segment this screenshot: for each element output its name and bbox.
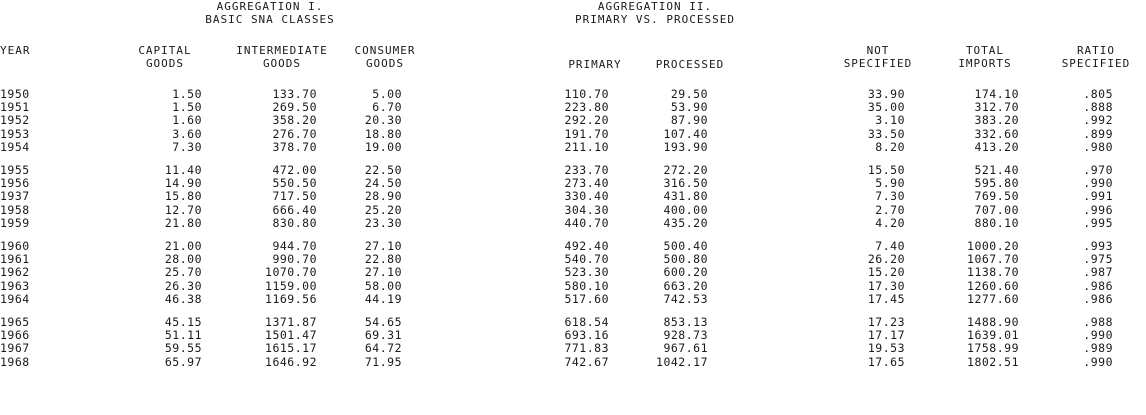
primary-cell: 440.70 [564, 215, 609, 230]
total-cell: 1488.90 [967, 315, 1019, 329]
not-specified-cell: 33.90 [867, 87, 905, 101]
intermediate-cell: 666.40 [272, 202, 317, 217]
year-cell: 1964 [0, 291, 30, 306]
primary-cell: 191.70 [564, 126, 609, 141]
primary-cell: 618.54 [564, 315, 609, 329]
column-header-capital: CAPITAL [138, 44, 192, 57]
capital-cell: 65.97 [164, 354, 202, 369]
column-header-intermediate-line2: GOODS [262, 57, 302, 70]
intermediate-cell: 358.20 [272, 113, 317, 128]
not-specified-cell: 26.20 [867, 252, 905, 267]
capital-cell: 15.80 [164, 189, 202, 204]
not-specified-cell: 7.30 [875, 189, 905, 204]
capital-cell: 45.15 [164, 315, 202, 329]
ratio-cell: .970 [1083, 163, 1113, 177]
not-specified-cell: 17.17 [867, 328, 905, 343]
year-cell: 1968 [0, 354, 30, 369]
year-cell: 1956 [0, 176, 30, 191]
year-cell: 1963 [0, 278, 30, 293]
primary-cell: 223.80 [564, 100, 609, 115]
year-cell: 1952 [0, 113, 30, 128]
not-specified-cell: 19.53 [867, 341, 905, 356]
total-cell: 1639.01 [967, 328, 1019, 343]
ratio-cell: .995 [1083, 215, 1113, 230]
capital-cell: 51.11 [164, 328, 202, 343]
processed-cell: 29.50 [670, 87, 708, 101]
processed-cell: 663.20 [663, 278, 708, 293]
not-specified-cell: 17.45 [867, 291, 905, 306]
total-cell: 174.10 [974, 87, 1019, 101]
capital-cell: 25.70 [164, 265, 202, 280]
total-cell: 521.40 [974, 163, 1019, 177]
capital-cell: 21.00 [164, 239, 202, 253]
total-cell: 332.60 [974, 126, 1019, 141]
year-cell: 1962 [0, 265, 30, 280]
primary-cell: 771.83 [564, 341, 609, 356]
year-cell: 1961 [0, 252, 30, 267]
intermediate-cell: 1070.70 [265, 265, 317, 280]
total-cell: 707.00 [974, 202, 1019, 217]
ratio-cell: .990 [1083, 328, 1113, 343]
column-header-total: TOTAL [965, 44, 1005, 57]
year-cell: 1951 [0, 100, 30, 115]
processed-cell: 107.40 [663, 126, 708, 141]
not-specified-cell: 15.50 [867, 163, 905, 177]
ratio-cell: .805 [1083, 87, 1113, 101]
not-specified-cell: 5.90 [875, 176, 905, 191]
intermediate-cell: 269.50 [272, 100, 317, 115]
ratio-cell: .989 [1083, 341, 1113, 356]
total-cell: 1277.60 [967, 291, 1019, 306]
processed-cell: 928.73 [663, 328, 708, 343]
ratio-cell: .980 [1083, 139, 1113, 154]
column-header-total-line2: IMPORTS [958, 57, 1012, 70]
column-header-consumer-line2: GOODS [365, 57, 405, 70]
capital-cell: 14.90 [164, 176, 202, 191]
capital-cell: 12.70 [164, 202, 202, 217]
consumer-cell: 5.00 [372, 87, 402, 101]
not-specified-cell: 4.20 [875, 215, 905, 230]
intermediate-cell: 990.70 [272, 252, 317, 267]
year-cell: 1954 [0, 139, 30, 154]
consumer-cell: 6.70 [372, 100, 402, 115]
capital-cell: 1.50 [172, 100, 202, 115]
total-cell: 1067.70 [967, 252, 1019, 267]
processed-cell: 53.90 [670, 100, 708, 115]
primary-cell: 540.70 [564, 252, 609, 267]
intermediate-cell: 1615.17 [265, 341, 317, 356]
column-header-processed: PROCESSED [655, 58, 725, 71]
primary-cell: 693.16 [564, 328, 609, 343]
primary-cell: 517.60 [564, 291, 609, 306]
aggregation-2-subtitle: PRIMARY VS. PROCESSED [574, 13, 736, 26]
primary-cell: 304.30 [564, 202, 609, 217]
intermediate-cell: 1646.92 [265, 354, 317, 369]
ratio-cell: .990 [1083, 354, 1113, 369]
year-cell: 1966 [0, 328, 30, 343]
ratio-cell: .991 [1083, 189, 1113, 204]
total-cell: 880.10 [974, 215, 1019, 230]
processed-cell: 87.90 [670, 113, 708, 128]
ratio-cell: .888 [1083, 100, 1113, 115]
consumer-cell: 24.50 [364, 176, 402, 191]
total-cell: 769.50 [974, 189, 1019, 204]
processed-cell: 742.53 [663, 291, 708, 306]
not-specified-cell: 8.20 [875, 139, 905, 154]
total-cell: 1758.99 [967, 341, 1019, 356]
processed-cell: 435.20 [663, 215, 708, 230]
processed-cell: 431.80 [663, 189, 708, 204]
processed-cell: 193.90 [663, 139, 708, 154]
total-cell: 1000.20 [967, 239, 1019, 253]
ratio-cell: .986 [1083, 278, 1113, 293]
capital-cell: 26.30 [164, 278, 202, 293]
total-cell: 1138.70 [967, 265, 1019, 280]
processed-cell: 400.00 [663, 202, 708, 217]
intermediate-cell: 472.00 [272, 163, 317, 177]
primary-cell: 523.30 [564, 265, 609, 280]
total-cell: 383.20 [974, 113, 1019, 128]
column-header-ratio: RATIO [1076, 44, 1116, 57]
primary-cell: 492.40 [564, 239, 609, 253]
ratio-cell: .988 [1083, 315, 1113, 329]
year-cell: 1953 [0, 126, 30, 141]
consumer-cell: 28.90 [364, 189, 402, 204]
primary-cell: 580.10 [564, 278, 609, 293]
consumer-cell: 23.30 [364, 215, 402, 230]
consumer-cell: 22.80 [364, 252, 402, 267]
year-cell: 1965 [0, 315, 30, 329]
column-header-consumer: CONSUMER [354, 44, 416, 57]
year-cell: 1955 [0, 163, 30, 177]
not-specified-cell: 15.20 [867, 265, 905, 280]
total-cell: 1260.60 [967, 278, 1019, 293]
column-header-year: YEAR [0, 44, 31, 57]
total-cell: 312.70 [974, 100, 1019, 115]
ratio-cell: .899 [1083, 126, 1113, 141]
intermediate-cell: 1169.56 [265, 291, 317, 306]
not-specified-cell: 7.40 [875, 239, 905, 253]
intermediate-cell: 378.70 [272, 139, 317, 154]
primary-cell: 292.20 [564, 113, 609, 128]
not-specified-cell: 2.70 [875, 202, 905, 217]
capital-cell: 46.38 [164, 291, 202, 306]
aggregation-1-title: AGGREGATION I. [216, 0, 324, 13]
intermediate-cell: 1501.47 [265, 328, 317, 343]
column-header-not-specified: NOT [866, 44, 890, 57]
ratio-cell: .992 [1083, 113, 1113, 128]
not-specified-cell: 3.10 [875, 113, 905, 128]
primary-cell: 110.70 [564, 87, 609, 101]
year-cell: 1960 [0, 239, 30, 253]
aggregation-2-title: AGGREGATION II. [597, 0, 713, 13]
capital-cell: 3.60 [172, 126, 202, 141]
consumer-cell: 69.31 [364, 328, 402, 343]
year-cell: 1950 [0, 87, 30, 101]
consumer-cell: 25.20 [364, 202, 402, 217]
primary-cell: 742.67 [564, 354, 609, 369]
aggregation-1-subtitle: BASIC SNA CLASSES [205, 13, 335, 26]
intermediate-cell: 830.80 [272, 215, 317, 230]
primary-cell: 273.40 [564, 176, 609, 191]
primary-cell: 211.10 [564, 139, 609, 154]
consumer-cell: 27.10 [364, 265, 402, 280]
ratio-cell: .987 [1083, 265, 1113, 280]
total-cell: 413.20 [974, 139, 1019, 154]
intermediate-cell: 717.50 [272, 189, 317, 204]
year-cell: 1958 [0, 202, 30, 217]
capital-cell: 28.00 [164, 252, 202, 267]
capital-cell: 1.60 [172, 113, 202, 128]
column-header-capital-line2: GOODS [145, 57, 185, 70]
capital-cell: 21.80 [164, 215, 202, 230]
not-specified-cell: 33.50 [867, 126, 905, 141]
consumer-cell: 19.00 [364, 139, 402, 154]
consumer-cell: 22.50 [364, 163, 402, 177]
year-cell: 1937 [0, 189, 30, 204]
total-cell: 1802.51 [967, 354, 1019, 369]
year-cell: 1967 [0, 341, 30, 356]
ratio-cell: .986 [1083, 291, 1113, 306]
consumer-cell: 18.80 [364, 126, 402, 141]
not-specified-cell: 35.00 [867, 100, 905, 115]
processed-cell: 853.13 [663, 315, 708, 329]
ratio-cell: .996 [1083, 202, 1113, 217]
consumer-cell: 64.72 [364, 341, 402, 356]
processed-cell: 967.61 [663, 341, 708, 356]
capital-cell: 59.55 [164, 341, 202, 356]
primary-cell: 330.40 [564, 189, 609, 204]
primary-cell: 233.70 [564, 163, 609, 177]
column-header-primary: PRIMARY [568, 58, 622, 71]
ratio-cell: .990 [1083, 176, 1113, 191]
consumer-cell: 54.65 [364, 315, 402, 329]
consumer-cell: 71.95 [364, 354, 402, 369]
processed-cell: 316.50 [663, 176, 708, 191]
intermediate-cell: 1159.00 [265, 278, 317, 293]
ratio-cell: .993 [1083, 239, 1113, 253]
column-header-ratio-line2: SPECIFIED [1061, 57, 1131, 70]
intermediate-cell: 276.70 [272, 126, 317, 141]
processed-cell: 500.40 [663, 239, 708, 253]
intermediate-cell: 133.70 [272, 87, 317, 101]
consumer-cell: 27.10 [364, 239, 402, 253]
intermediate-cell: 1371.87 [265, 315, 317, 329]
processed-cell: 272.20 [663, 163, 708, 177]
ratio-cell: .975 [1083, 252, 1113, 267]
consumer-cell: 44.19 [364, 291, 402, 306]
intermediate-cell: 550.50 [272, 176, 317, 191]
consumer-cell: 58.00 [364, 278, 402, 293]
total-cell: 595.80 [974, 176, 1019, 191]
column-header-not-specified-line2: SPECIFIED [843, 57, 913, 70]
processed-cell: 600.20 [663, 265, 708, 280]
year-cell: 1959 [0, 215, 30, 230]
column-header-intermediate: INTERMEDIATE [236, 44, 328, 57]
not-specified-cell: 17.65 [867, 354, 905, 369]
not-specified-cell: 17.23 [867, 315, 905, 329]
capital-cell: 1.50 [172, 87, 202, 101]
not-specified-cell: 17.30 [867, 278, 905, 293]
processed-cell: 500.80 [663, 252, 708, 267]
processed-cell: 1042.17 [656, 354, 708, 369]
capital-cell: 11.40 [164, 163, 202, 177]
capital-cell: 7.30 [172, 139, 202, 154]
consumer-cell: 20.30 [364, 113, 402, 128]
intermediate-cell: 944.70 [272, 239, 317, 253]
